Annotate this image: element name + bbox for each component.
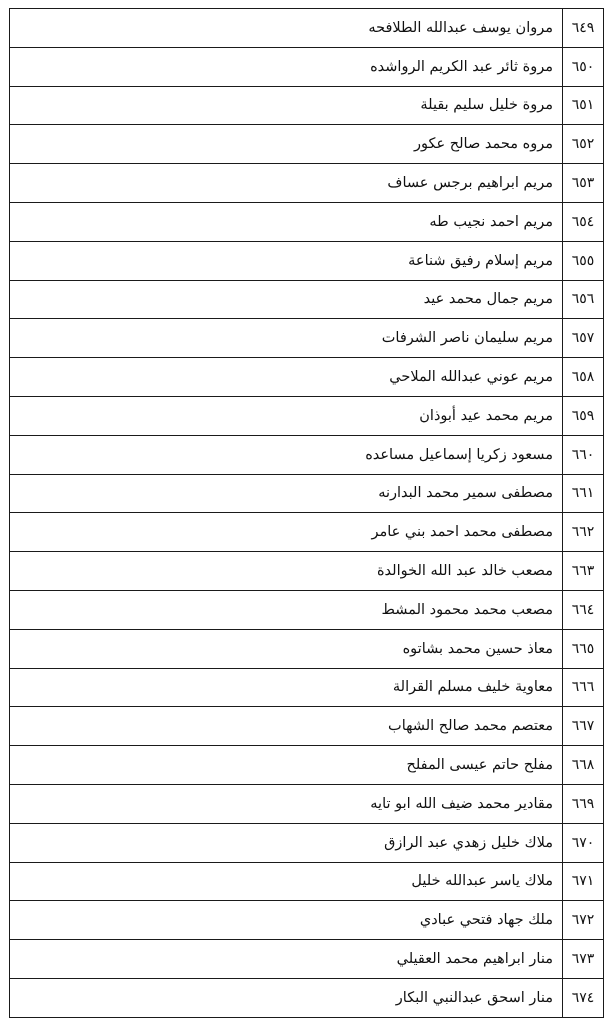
row-name: مصطفى سمير محمد البدارنه xyxy=(10,474,563,513)
row-name: مريم احمد نجيب طه xyxy=(10,202,563,241)
table-row xyxy=(10,125,604,164)
row-number: ٦٦٥ xyxy=(563,629,604,668)
names-table-body xyxy=(10,9,604,1018)
row-name: مقادير محمد ضيف الله ابو تايه xyxy=(10,784,563,823)
row-number: ٦٦١ xyxy=(563,474,604,513)
table-row xyxy=(10,474,604,513)
row-name: مروة ثائر عبد الكريم الرواشده xyxy=(10,47,563,86)
table-row xyxy=(10,823,604,862)
row-name: مروة خليل سليم بقيلة xyxy=(10,86,563,125)
table-row xyxy=(10,668,604,707)
row-name: مفلح حاتم عيسى المفلح xyxy=(10,746,563,785)
row-name: ملاك ياسر عبدالله خليل xyxy=(10,862,563,901)
row-number: ٦٥٥ xyxy=(563,241,604,280)
table-row xyxy=(10,629,604,668)
row-name: ملاك خليل زهدي عبد الرازق xyxy=(10,823,563,862)
table-row xyxy=(10,746,604,785)
row-number: ٦٥٢ xyxy=(563,125,604,164)
table-row xyxy=(10,784,604,823)
table-row xyxy=(10,435,604,474)
row-number: ٦٦٣ xyxy=(563,552,604,591)
table-row xyxy=(10,707,604,746)
table-row xyxy=(10,319,604,358)
row-name: مصطفى محمد احمد بني عامر xyxy=(10,513,563,552)
row-number: ٦٧٣ xyxy=(563,940,604,979)
row-name: مريم سليمان ناصر الشرفات xyxy=(10,319,563,358)
row-number: ٦٧١ xyxy=(563,862,604,901)
row-number: ٦٥٦ xyxy=(563,280,604,319)
row-name: معاوية خليف مسلم القرالة xyxy=(10,668,563,707)
row-name: مريم ابراهيم برجس عساف xyxy=(10,164,563,203)
table-row xyxy=(10,396,604,435)
row-number: ٦٦٧ xyxy=(563,707,604,746)
table-row xyxy=(10,9,604,48)
row-name: مريم إسلام رفيق شناعة xyxy=(10,241,563,280)
table-row xyxy=(10,552,604,591)
row-number: ٦٦٨ xyxy=(563,746,604,785)
row-name: مريم جمال محمد عيد xyxy=(10,280,563,319)
row-number: ٦٥١ xyxy=(563,86,604,125)
row-name: منار اسحق عبدالنبي البكار xyxy=(10,978,563,1017)
row-name: مصعب خالد عبد الله الخوالدة xyxy=(10,552,563,591)
row-number: ٦٧٢ xyxy=(563,901,604,940)
table-row xyxy=(10,978,604,1017)
row-name: معاذ حسين محمد بشاتوه xyxy=(10,629,563,668)
row-name: ملك جهاد فتحي عبادي xyxy=(10,901,563,940)
names-table xyxy=(9,8,604,1018)
row-number: ٦٦٤ xyxy=(563,590,604,629)
row-number: ٦٥٤ xyxy=(563,202,604,241)
table-row xyxy=(10,86,604,125)
row-name: مروان يوسف عبدالله الطلافحه xyxy=(10,9,563,48)
row-number: ٦٥٧ xyxy=(563,319,604,358)
table-row xyxy=(10,901,604,940)
row-number: ٦٥٨ xyxy=(563,358,604,397)
row-number: ٦٦٠ xyxy=(563,435,604,474)
row-number: ٦٧٤ xyxy=(563,978,604,1017)
table-row xyxy=(10,940,604,979)
table-row xyxy=(10,241,604,280)
row-number: ٦٥٠ xyxy=(563,47,604,86)
row-number: ٦٦٩ xyxy=(563,784,604,823)
row-name: مروه محمد صالح عكور xyxy=(10,125,563,164)
table-row xyxy=(10,513,604,552)
table-row xyxy=(10,280,604,319)
row-number: ٦٦٢ xyxy=(563,513,604,552)
row-number: ٦٥٣ xyxy=(563,164,604,203)
row-name: منار ابراهيم محمد العقيلي xyxy=(10,940,563,979)
row-name: مسعود زكريا إسماعيل مساعده xyxy=(10,435,563,474)
row-number: ٦٦٦ xyxy=(563,668,604,707)
row-name: مريم محمد عيد أبوذان xyxy=(10,396,563,435)
table-row xyxy=(10,358,604,397)
table-row xyxy=(10,590,604,629)
row-name: معتصم محمد صالح الشهاب xyxy=(10,707,563,746)
row-number: ٦٥٩ xyxy=(563,396,604,435)
table-row xyxy=(10,164,604,203)
table-row xyxy=(10,862,604,901)
row-name: مصعب محمد محمود المشط xyxy=(10,590,563,629)
row-name: مريم عوني عبدالله الملاحي xyxy=(10,358,563,397)
row-number: ٦٧٠ xyxy=(563,823,604,862)
table-row xyxy=(10,47,604,86)
row-number: ٦٤٩ xyxy=(563,9,604,48)
table-row xyxy=(10,202,604,241)
